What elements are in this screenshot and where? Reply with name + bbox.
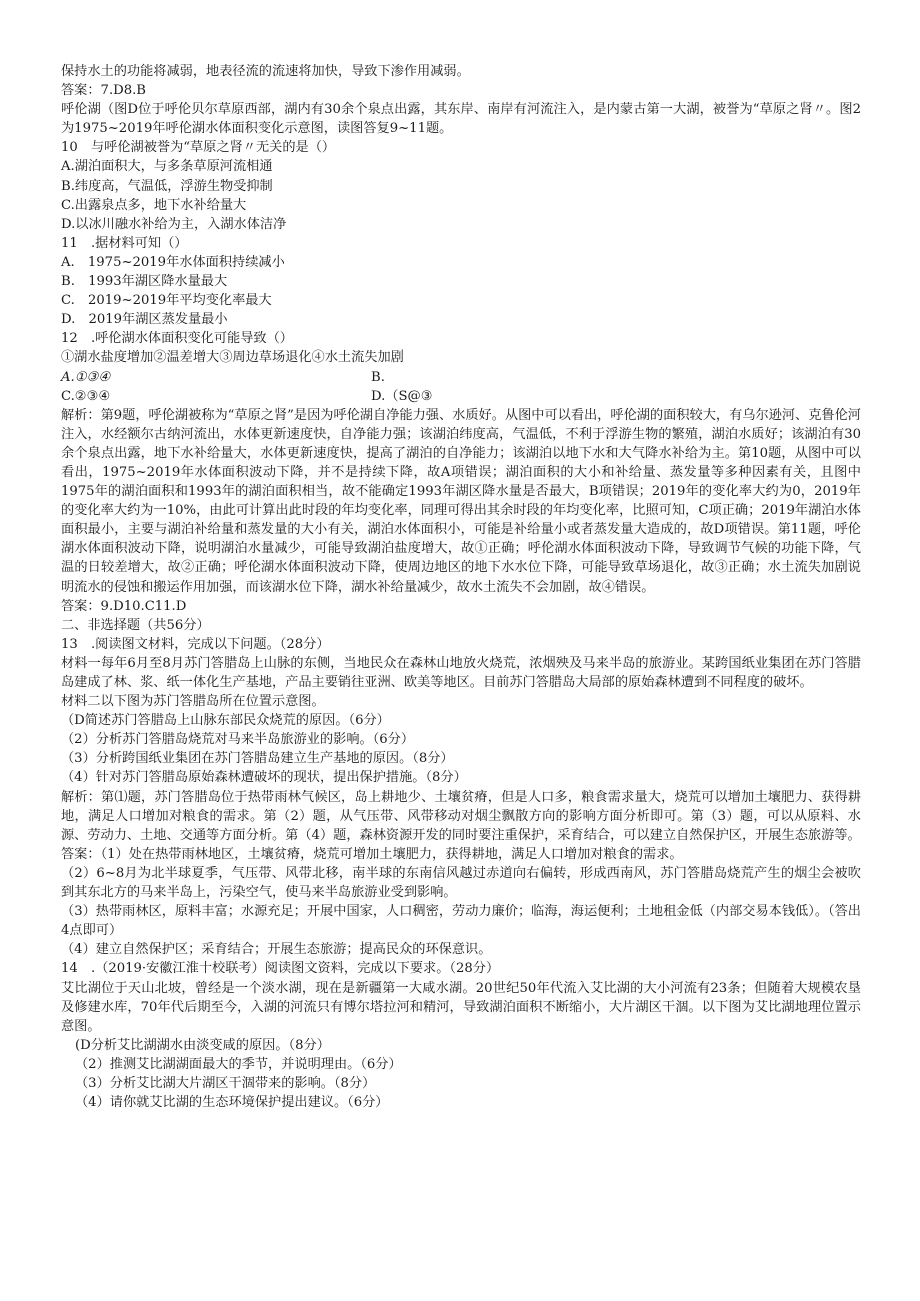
answer-line: 答案：7.D8.B bbox=[61, 83, 146, 99]
sub-question-1: （D简述苏门答腊岛上山脉东部民众烧荒的原因。（6分） bbox=[61, 713, 390, 729]
option-a: A.①③④ bbox=[61, 369, 111, 385]
answer-1: 答案：（1）处在热带雨林地区，土壤贫瘠，烧荒可增加土壤肥力，获得耕地，满足人口增加对粮食的需求。 bbox=[61, 846, 683, 862]
paragraph: 呼伦湖（图D位于呼伦贝尔草原西部，湖内有30余个泉点出露，其东岸、南岸有河流注入，是内蒙古第一大湖，被誉为“草原之肾〃。图2为1975~2019年呼伦湖水体面积变化示意图，读图答复9~11题。 bbox=[61, 102, 861, 137]
sub-question-2: （2）分析苏门答腊岛烧荒对马来半岛旅游业的影响。（6分） bbox=[61, 732, 415, 748]
answer-2: （2）6~8月为北半球夏季，气压带、风带北移，南半球的东南信风越过赤道向右偏转，形成西南风，苏门答腊岛烧荒产生的烟尘会被吹到其东北方的马来半岛上，污染空气，使马来半岛旅游业受到影响。 bbox=[61, 865, 861, 901]
answer-line: 答案：9.D10.C11.D bbox=[61, 598, 187, 614]
question-11: 11 .据材料可知（） bbox=[61, 235, 188, 251]
question-14: 14 .（2019·安徽江淮十校联考）阅读图文资料，完成以下要求。（28分） bbox=[61, 961, 500, 977]
sub-question-4: （4）针对苏门答腊岛原始森林遭破坏的现状，提出保护措施。（8分） bbox=[61, 770, 467, 786]
question-10: 10 与呼伦湖被誉为“草原之肾〃无关的是（） bbox=[61, 140, 336, 156]
material-paragraph: 艾比湖位于天山北坡，曾经是一个淡水湖，现在是新疆第一大咸水湖。20世纪50年代流入艾比湖的大小河流有23条；但随着大规模农垦及修建水库，70年代后期至今，入湖的河流只有博尔塔拉河和精河，导致湖泊面积不断缩小，大片湖区干涸。以下图为艾比湖地理位置示意图。 bbox=[61, 980, 861, 1034]
option-c: C.②③④ bbox=[61, 388, 111, 404]
option-c: C. 2019~2019年平均变化率最大 bbox=[61, 293, 272, 309]
sub-question-1: (D分析艾比湖湖水由淡变咸的原因。（8分） bbox=[75, 1037, 330, 1053]
sub-question-4: （4）请你就艾比湖的生态环境保护提出建议。（6分） bbox=[75, 1095, 389, 1111]
analysis-paragraph: 解析：第9题，呼伦湖被称为“草原之肾”是因为呼伦湖自净能力强、水质好。从图中可以看出，呼伦湖的面积较大，有乌尔逊河、克鲁伦河注入，水经额尔古纳河流出，水体更新速度快，自净能力强；该湖泊纬度高，气温低，不利于浮游生物的繁殖，湖泊水质好；该湖泊有30余个泉点出露，地下水补给量大，水体更新速度快，提高了湖泊的自净能力；该湖泊以地下水和大气降水补给为主。第10题，从图中可以看出，1975~2019年水体面积波动下降，并不是持续下降，故A项错误；湖泊面积的大小和补给量、蒸发量等多种因素有关，且图中1975年的湖泊面积和1993年的湖泊面积相当，故不能确定1993年湖区降水量是否最大，B项错误；2019年的变化率大约为0，2019年的变化率大约为一10%，由此可计算出此时段的年均变化率，同理可得出其余时段的年均变化率，比照可知，C项正确；2019年湖泊水体面积最小，主要与湖泊补给量和蒸发量的大小有关，湖泊水体面积小，可能是补给量小或者蒸发量大造成的，故D项错误。第11题，呼伦湖水体面积波动下降，说明湖泊水量减少，可能导致湖泊盐度增大，故①正确；呼伦湖水体面积波动下降，导致调节气候的功能下降，气温的日较差增大，故②正确；呼伦湖水体面积波动下降，使周边地区的地下水水位下降，可能导致草场退化，故③正确；水土流失加剧说明流水的侵蚀和搬运作用加强，而该湖水位下降，湖水补给量减少，故水土流失不会加剧，故④错误。 bbox=[61, 407, 861, 595]
option-a: A. 1975~2019年水体面积持续减小 bbox=[61, 254, 285, 270]
sub-question-3: （3）分析跨国纸业集团在苏门答腊岛建立生产基地的原因。（8分） bbox=[61, 751, 454, 767]
sub-question-2: （2）推测艾比湖湖面最大的季节，并说明理由。（6分） bbox=[75, 1056, 402, 1072]
document-page bbox=[61, 62, 861, 1112]
option-d: D.以冰川融水补给为主，入湖水体洁净 bbox=[61, 216, 287, 232]
answer-4: （4）建立自然保护区；采育结合；开展生态旅游；提高民众的环保意识。 bbox=[61, 942, 492, 958]
question-12: 12 .呼伦湖水体面积变化可能导致（） bbox=[61, 331, 293, 347]
option-b: B. bbox=[371, 369, 385, 385]
text-line: 保持水土的功能将减弱，地表径流的流速将加快，导致下渗作用减弱。 bbox=[61, 64, 470, 79]
material-two: 材料二以下图为苏门答腊岛所在位置示意图。 bbox=[61, 694, 325, 710]
analysis-paragraph: 解析：第⑴题，苏门答腊岛位于热带雨林气候区，岛上耕地少、土壤贫瘠，但是人口多，粮食需求量大，烧荒可以增加土壤肥力、获得耕地，满足人口增加对粮食的需求。第（2）题，从气压带、风带移动对烟尘飘散方向的影响方面分析即可。第（3）题，可以从原料、水源、劳动力、土地、交通等方面分析。第（4）题，森林资源开发的同时要注重保护，采育结合，可以建立自然保护区，开展生态旅游等。 bbox=[61, 789, 861, 843]
option-a: A.湖泊面积大，与多条草原河流相通 bbox=[61, 159, 273, 175]
answer-3: （3）热带雨林区，原料丰富；水源充足；开展中国家，人口稠密，劳动力廉价；临海，海运便利；土地租金低（内部交易本钱低）。（答出4点即可） bbox=[61, 904, 861, 939]
option-b: B.纬度高，气温低，浮游生物受抑制 bbox=[61, 178, 273, 194]
option-c: C.出露泉点多，地下水补给量大 bbox=[61, 197, 247, 213]
section-heading: 二、非选择题（共56分） bbox=[61, 617, 210, 633]
material-one: 材料一每年6月至8月苏门答腊岛上山脉的东侧，当地民众在森林山地放火烧荒，浓烟殃及马来半岛的旅游业。某跨国纸业集团在苏门答腊岛建成了林、浆、纸一体化生产基地，产品主要销往亚洲、欧美等地区。目前苏门答腊岛大局部的原始森林遭到不同程度的破坏。 bbox=[61, 655, 861, 690]
question-13: 13 .阅读图文材料，完成以下问题。（28分） bbox=[61, 636, 330, 652]
options-row bbox=[61, 368, 861, 387]
options-row bbox=[61, 387, 861, 406]
statement-list: ①湖水盐度增加②温差增大③周边草场退化④水土流失加剧 bbox=[61, 350, 404, 366]
sub-question-3: （3）分析艾比湖大片湖区干涸带来的影响。（8分） bbox=[75, 1075, 376, 1091]
option-b: B. 1993年湖区降水量最大 bbox=[61, 274, 228, 290]
option-d: D.（S@③ bbox=[371, 388, 433, 404]
option-d: D. 2019年湖区蒸发量最小 bbox=[61, 312, 228, 328]
